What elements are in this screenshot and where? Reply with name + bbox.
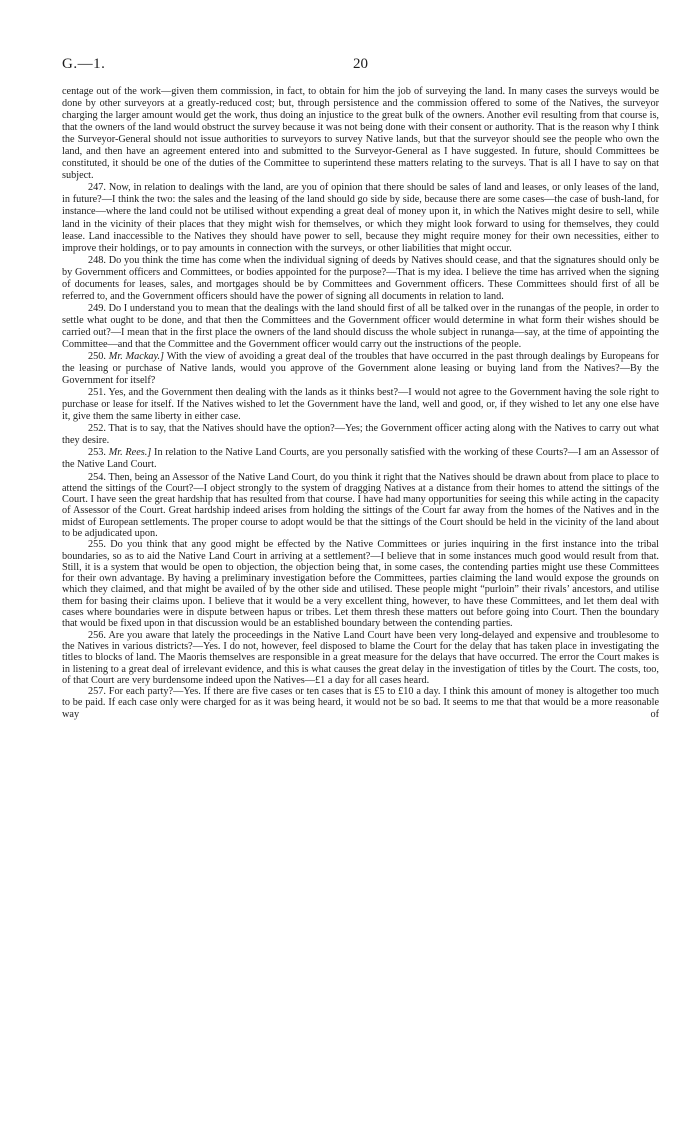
paragraph-q248: 248. Do you think the time has come when the individual signing of deeds by Natives should cease, and that the signatures should only be by Government officers and Committees, or bodies appointed for the purpose?—That is my idea. I believe the time has arrived when the signing of documents for leases, sales, and mortgages should be by Committees and Government officers. These Committees should first of all be referred to, and the Government officers should have the power of signing all documents in relation to land. <box>62 254 659 302</box>
document-body <box>62 86 659 720</box>
paragraph-q249: 249. Do I understand you to mean that the dealings with the land should first of all be talked over in the runangas of the people, in order to settle what ought to be done, and that then the Committees and the Government officer would determine in what form their wishes should be carried out?—I mean that in the first place the owners of the land should discuss the whole subject in runanga—say, at the time of appointing the Committee—and that the Committee and the Government officer would carry out the instructions of the people. <box>62 302 659 350</box>
page-header <box>62 56 659 86</box>
paragraph-q251: 251. Yes, and the Government then dealing with the lands as it thinks best?—I would not agree to the Government having the sole right to purchase or lease for itself. If the Natives wished to let the Government have the land, well and good, or, if they wished to let any one else have it, give them the same liberty in either case. <box>62 387 659 423</box>
paragraph-q250-text: With the view of avoiding a great deal of the troubles that have occurred in the past through dealings by Europeans for the leasing or purchase of Native lands, would you approve of the Government alone leasing or buying land from the Natives?—By the Government for itself? <box>62 351 659 387</box>
paragraph-q255: 255. Do you think that any good might be effected by the Native Committees or juries inquiring in the first instance into the tribal boundaries, so as to aid the Native Land Court in arriving at a settlement?—I believe that in some instances much good would result from that. Still, it is a system that would be open to objection, the objection being that, in some cases, the contending parties might use these Committees for their own advantage. By having a preliminary investigation before the Committees, parties claiming the land would expose the grounds on which they claimed, and that might be availed of by the other side and utilised. These people might “purloin” their rivals’ ancestors, and utilise them for basing their claims upon. I believe that it would be a very excellent thing, however, to have these Committees, and let them deal with cases where boundaries were in dispute between hapus or tribes. Let them thresh these matters out before going into Court. Then the boundary that would be fixed upon in that discussion would be an established boundary between the contending parties. <box>62 539 659 630</box>
paragraph-q252: 252. That is to say, that the Natives should have the option?—Yes; the Government officer acting along with the Natives to carry out what they desire. <box>62 423 659 447</box>
paragraph-q254: 254. Then, being an Assessor of the Native Land Court, do you think it right that the Natives should be drawn about from place to place to attend the sittings of the Court?—I object strongly to the system of dragging Natives at a distance from their homes to attend the sittings of the Court. I have seen the great hardship that has resulted from that course. I have had many opportunities for seeing this while acting in the capacity of Assessor of the Court. Great hardship indeed arises from holding the sittings of the Court far away from the homes of the Natives and in the midst of European settlements. The proper course to adopt would be that the sittings of the Court should be held in the vicinity of the land about to be adjudicated upon. <box>62 471 659 539</box>
paragraph-q257: 257. For each party?—Yes. If there are five cases or ten cases that is £5 to £10 a day. I think this amount of money is altogether too much to be paid. If each case only were charged for as it was being heard, it would not be so bad. It seems to me that that would be a more reasonable way of <box>62 686 659 720</box>
paragraph-q253-text: In relation to the Native Land Courts, are you personally satisfied with the working of these Courts?—I am an Assessor of the Native Land Court. <box>62 447 659 471</box>
paragraph-q256: 256. Are you aware that lately the proceedings in the Native Land Court have been very long-delayed and expensive and troublesome to the Natives in various districts?—Yes. I do not, however, feel disposed to blame the Court for the delay that has taken place in investigating the titles to blocks of land. The Maoris themselves are responsible in a great measure for the delays that have occurred. The error the Court makes is in listening to a great deal of irrelevant evidence, and this is what causes the great delay in the investigation of titles by the Court. The costs, too, of that Court are very burdensome indeed upon the Natives—£1 a day for all cases heard. <box>62 629 659 686</box>
page-number: 20 <box>353 56 368 72</box>
speaker-rees: Mr. Rees.] <box>108 447 152 459</box>
paragraph-q247: 247. Now, in relation to dealings with the land, are you of opinion that there should be sales of land and leases, or only leases of the land, in future?—I think the two: the sales and the leasing of the land should go side by side, because there are some cases—the case of bush-land, for instance—where the land could not be utilised without expending a great deal of money upon it, in which the Natives might desire to sell, while land in the vicinity of their places that they might wish for themselves, or which they might look forward to using for themselves, they could lease. Land inaccessible to the Natives they should have power to sell, because they might require money for their own necessities, either to improve their holdings, or to pay amounts in connection with the surveys, or other liabilities that might occur. <box>62 182 659 254</box>
paragraph-q250: 250. Mr. Mackay.] With the view of avoiding a great deal of the troubles that have occurred in the past through dealings by Europeans for the leasing or purchase of Native lands, would you approve of the Government alone leasing or buying land from the Natives?—By the Government for itself? <box>62 351 659 387</box>
document-reference: G.—1. <box>62 56 106 72</box>
speaker-mackay: Mr. Mackay.] <box>108 351 165 363</box>
document-page <box>62 56 659 720</box>
paragraph-continuation: centage out of the work—given them commission, in fact, to obtain for him the job of surveying the land. In many cases the surveys would be done by other surveyors at a greatly-reduced cost; but, through persistence and the commission offered to some of the Natives, the surveyor charging the larger amount would get the work, thus doing an injustice to the great bulk of the owners. Another evil resulting from that course is, that the owners of the land would obstruct the survey because it was not being done with their consent or authority. That is the reason why I think the Surveyor-General should not issue authorities to surveyors to survey Native lands, but that the surveyor should see the people who own the land, and then have an agreement entered into and submitted to the Surveyor-General as I have suggested. In future, should Committees be constituted, it should be one of the duties of the Committee to superintend these matters relating to the surveys. That is all I have to say on that subject. <box>62 86 659 182</box>
paragraph-q253: 253. Mr. Rees.] In relation to the Native Land Courts, are you personally satisfied with the working of these Courts?—I am an Assessor of the Native Land Court. <box>62 447 659 471</box>
